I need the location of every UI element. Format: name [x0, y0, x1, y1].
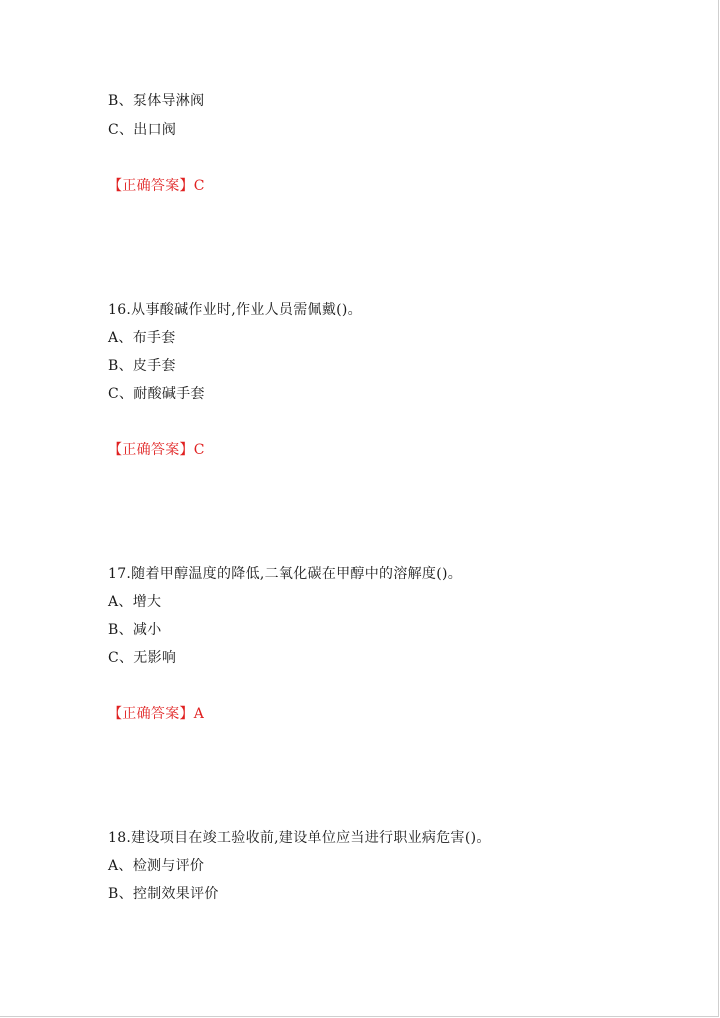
option-a: A、增大: [108, 594, 162, 610]
option-c: C、无影响: [108, 650, 177, 666]
option-a: A、布手套: [108, 330, 176, 346]
correct-answer: 【正确答案】C: [108, 178, 205, 194]
correct-answer: 【正确答案】A: [108, 706, 205, 722]
option-c: C、出口阀: [108, 122, 177, 138]
question-stem: 16.从事酸碱作业时,作业人员需佩戴()。: [108, 302, 362, 318]
option-b: B、皮手套: [108, 358, 176, 374]
option-a: A、检测与评价: [108, 858, 205, 874]
correct-answer: 【正确答案】C: [108, 442, 205, 458]
option-b: B、泵体导淋阀: [108, 93, 205, 109]
option-b: B、减小: [108, 622, 162, 638]
question-stem: 17.随着甲醇温度的降低,二氧化碳在甲醇中的溶解度()。: [108, 566, 463, 582]
question-stem: 18.建设项目在竣工验收前,建设单位应当进行职业病危害()。: [108, 830, 491, 846]
option-c: C、耐酸碱手套: [108, 386, 205, 402]
option-b: B、控制效果评价: [108, 886, 219, 902]
